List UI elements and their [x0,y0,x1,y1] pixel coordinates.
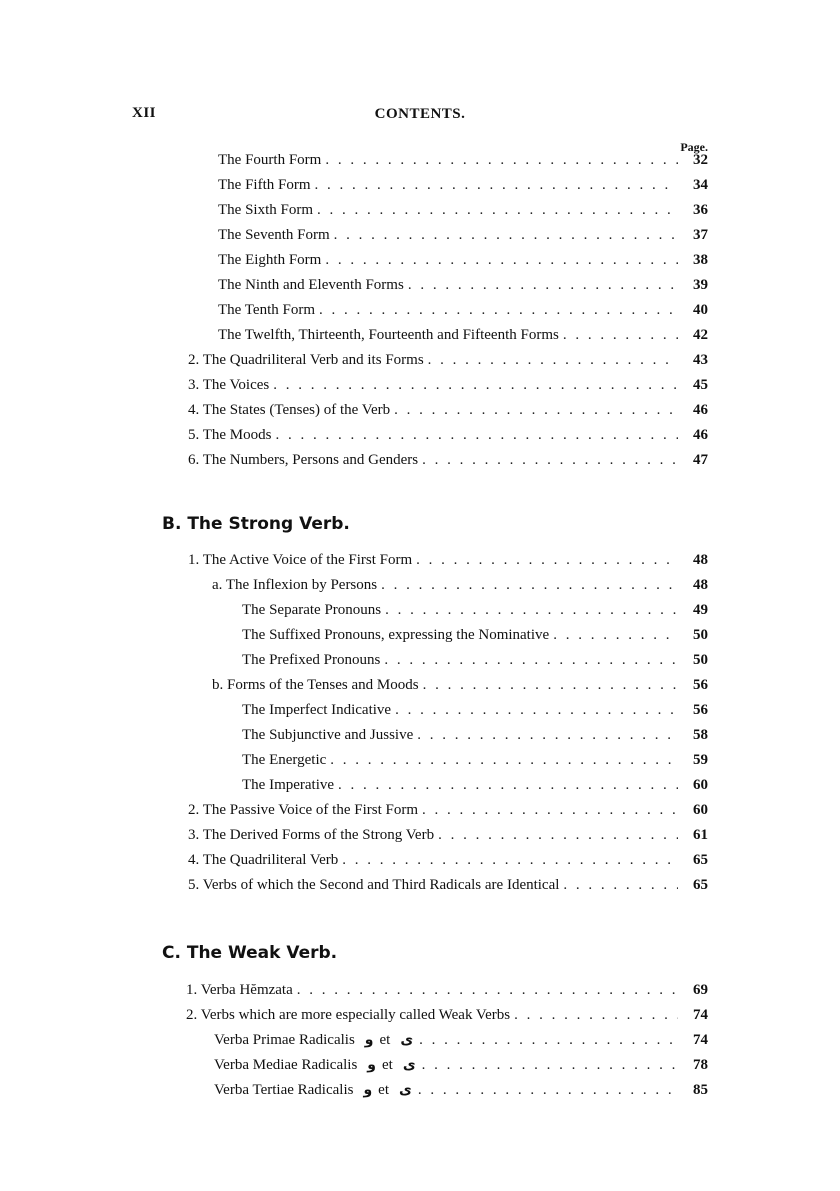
toc-entry[interactable]: 2. The Quadriliteral Verb and its Forms . . . 43 [188,352,708,374]
toc-entry[interactable]: 5. Verbs of which the Second and Third Radicals are Identical . . . 65 [188,877,708,899]
leader-dots [514,1007,678,1024]
leader-dots [315,177,679,194]
toc-entry[interactable]: 3. The Derived Forms of the Strong Verb . . . 61 [188,827,708,849]
leader-dots [423,677,678,694]
toc-entry[interactable]: Verba Tertiae Radicalis و et ى . . . 85 [214,1082,708,1104]
page-title: CONTENTS. [374,106,466,122]
toc-entry[interactable]: The Eighth Form . . . 38 [218,252,708,274]
toc-entry[interactable]: The Sixth Form . . . 36 [218,202,708,224]
toc-entry[interactable]: 6. The Numbers, Persons and Genders . . . 47 [188,452,708,474]
leader-dots [563,327,678,344]
toc-entry[interactable]: 1. Verba Hĕmzata . . . 69 [186,982,708,1004]
leader-dots [395,702,678,719]
page-column-label: Page. [680,140,708,154]
toc-entry[interactable]: The Imperative . . . 60 [242,777,708,799]
toc-entry[interactable]: The Twelfth, Thirteenth, Fourteenth and Fifteenth Forms . . . 42 [218,327,708,349]
leader-dots [422,802,678,819]
leader-dots [275,427,678,444]
toc-entry[interactable]: 2. The Passive Voice of the First Form . . . 60 [188,802,708,824]
leader-dots [408,277,678,294]
toc-entry[interactable]: 4. The States (Tenses) of the Verb . . . 46 [188,402,708,424]
toc-entry[interactable]: 3. The Voices . . . 45 [188,377,708,399]
leader-dots [553,627,678,644]
toc-entry[interactable]: 5. The Moods . . . 46 [188,427,708,449]
toc-entry[interactable]: Verba Primae Radicalis و et ى . . . 74 [214,1032,708,1054]
toc-entry[interactable]: The Energetic . . . 59 [242,752,708,774]
leader-dots [334,227,678,244]
leader-dots [342,852,678,869]
toc-entry[interactable]: a. The Inflexion by Persons . . . 48 [212,577,708,599]
leader-dots [416,552,678,569]
leader-dots [325,152,678,169]
leader-dots [422,1057,678,1074]
leader-dots [563,877,678,894]
leader-dots [417,727,678,744]
leader-dots [418,1082,678,1099]
leader-dots [297,982,678,999]
toc-entry[interactable]: The Prefixed Pronouns . . . 50 [242,652,708,674]
leader-dots [394,402,678,419]
leader-dots [419,1032,678,1049]
leader-dots [273,377,678,394]
toc-entry[interactable]: Verba Mediae Radicalis و et ى . . . 78 [214,1057,708,1079]
toc-entry[interactable]: The Seventh Form . . . 37 [218,227,708,249]
toc-entry[interactable]: The Tenth Form . . . 40 [218,302,708,324]
leader-dots [338,777,678,794]
leader-dots [319,302,678,319]
leader-dots [325,252,678,269]
toc-entry[interactable]: 1. The Active Voice of the First Form . . . 48 [188,552,708,574]
toc-entry[interactable]: 2. Verbs which are more especially called Weak Verbs . . . 74 [186,1007,708,1029]
leader-dots [422,452,678,469]
leader-dots [330,752,678,769]
toc-entry[interactable]: The Fourth Form . . . 32 [218,152,708,174]
section-heading-c: C. The Weak Verb. [162,943,338,963]
toc-entry[interactable]: The Subjunctive and Jussive . . . 58 [242,727,708,749]
page-number: XII [132,105,157,121]
leader-dots [381,577,678,594]
toc-entry[interactable]: The Suffixed Pronouns, expressing the Nominative . . . 50 [242,627,708,649]
toc-entry[interactable]: b. Forms of the Tenses and Moods . . . 56 [212,677,708,699]
toc-entry[interactable]: The Imperfect Indicative . . . 56 [242,702,708,724]
toc-entry[interactable]: The Ninth and Eleventh Forms . . . 39 [218,277,708,299]
toc-entry[interactable]: 4. The Quadriliteral Verb . . . 65 [188,852,708,874]
leader-dots [317,202,678,219]
toc-entry[interactable]: The Separate Pronouns . . . 49 [242,602,708,624]
leader-dots [384,652,678,669]
leader-dots [385,602,678,619]
section-heading-b: B. The Strong Verb. [162,514,350,534]
leader-dots [438,827,678,844]
toc-entry[interactable]: The Fifth Form . . . 34 [218,177,708,199]
leader-dots [428,352,678,369]
